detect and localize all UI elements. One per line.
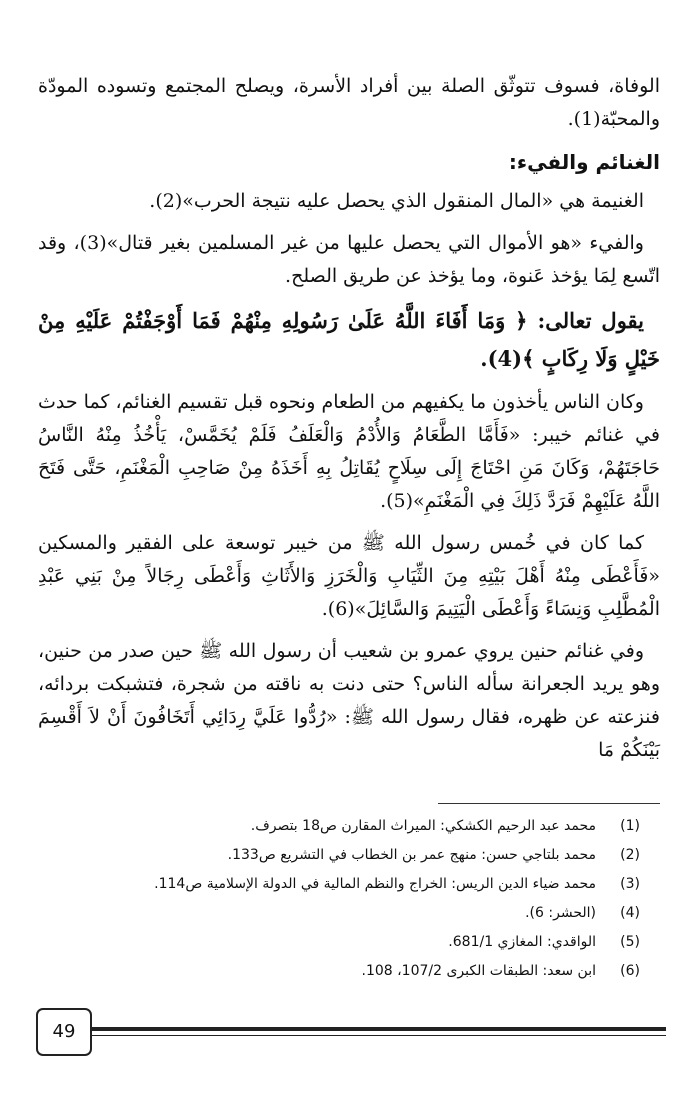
footnote-item bbox=[40, 899, 640, 928]
footnote-number: (3) bbox=[620, 876, 640, 892]
footnotes bbox=[40, 812, 640, 986]
footnote-text: محمد ضياء الدين الريس: الخراج والنظم المالية في الدولة الإسلامية ص114. bbox=[154, 876, 596, 892]
page-body bbox=[38, 70, 660, 776]
footnote-number: (6) bbox=[620, 963, 640, 979]
footnote-item bbox=[40, 870, 640, 899]
footnote-separator bbox=[438, 803, 660, 804]
footnote-item bbox=[40, 928, 640, 957]
page-number: 49 bbox=[36, 1008, 92, 1056]
footnote-item bbox=[40, 841, 640, 870]
footnote-number: (5) bbox=[620, 934, 640, 950]
footnote-text: محمد عبد الرحيم الكشكي: الميراث المقارن ص18 بتصرف. bbox=[250, 818, 596, 834]
footnote-number: (2) bbox=[620, 847, 640, 863]
page-footer bbox=[28, 1004, 668, 1062]
footnote-text: (الحشر: 6). bbox=[525, 905, 596, 921]
footer-rule-thin bbox=[90, 1035, 666, 1036]
footnote-number: (1) bbox=[620, 818, 640, 834]
paragraph-khumus: كما كان في خُمس رسول الله ﷺ من خيبر توسعة على الفقير والمسكين «فَأَعْطَى مِنْهُ أَهْلَ بَيْتِهِ مِنَ الثِّيَابِ وَالْخَرَزِ وَالأَثَاثِ وَأَعْطَى رِجَالاً مِنْ بَنِي عَبْدِ الْمُطَّلِبِ وَنِسَاءً وَأَعْطَى الْيَتِيمَ وَالسَّائِلَ»(6). bbox=[38, 532, 660, 620]
paragraph-ghanima-definition: الغنيمة هي «المال المنقول الذي يحصل عليه نتيجة الحرب»(2). bbox=[149, 190, 644, 212]
footnote-item bbox=[40, 957, 640, 986]
paragraph-quran-verse bbox=[38, 302, 660, 378]
footnote-text: محمد بلتاجي حسن: منهج عمر بن الخطاب في التشريع ص133. bbox=[227, 847, 596, 863]
paragraph-intro: الوفاة، فسوف تتوثّق الصلة بين أفراد الأسرة، ويصلح المجتمع وتسوده المودّة والمحبّة(1). bbox=[38, 75, 660, 130]
section-heading: الغنائم والفيء: bbox=[508, 150, 660, 174]
quran-verse: ﴿ وَمَا أَفَاءَ اللَّهُ عَلَىٰ رَسُولِهِ مِنْهُمْ فَمَا أَوْجَفْتُمْ عَلَيْهِ مِنْ خَيْلٍ وَلَا رِكَابٍ ﴾(4). bbox=[38, 308, 660, 371]
footer-rule-thick bbox=[90, 1027, 666, 1031]
paragraph-fay-definition: والفيء «هو الأموال التي يحصل عليها من غير المسلمين بغير قتال»(3)، وقد اتّسع لِمَا يؤخذ عَنوة، وما يؤخذ عن طريق الصلح. bbox=[38, 232, 660, 287]
footnote-item bbox=[40, 812, 640, 841]
paragraph-hunayn-spoils: وفي غنائم حنين يروي عمرو بن شعيب أن رسول الله ﷺ حين صدر من حنين، وهو يريد الجعرانة سأله الناس؟ حتى دنت به ناقته من شجرة، فتشبكت بردائه، فنزعته عن ظهره، فقال رسول الله ﷺ: «رُدُّوا عَلَيَّ رِدَائِي أَتَخَافُونَ أَنْ لاَ أَقْسِمَ بَيْنَكُمْ مَا bbox=[38, 640, 660, 761]
verse-intro: يقول تعالى: bbox=[537, 308, 645, 333]
paragraph-khaybar-spoils: وكان الناس يأخذون ما يكفيهم من الطعام ونحوه قبل تقسيم الغنائم، كما حدث في غنائم خيبر: «فَأَمَّا الطَّعَامُ وَالأُدْمُ وَالْعَلَفُ فَلَمْ يُخَمَّسْ، يَأْخُذُ مِنْهُ النَّاسُ حَاجَتَهُمْ، وَكَانَ مَنِ احْتَاجَ إِلَى سِلَاحٍ يُقَاتِلُ بِهِ أَخَذَهُ مِنْ صَاحِبِ الْمَغْنَمِ، حَتَّى فَتَحَ اللَّهُ عَلَيْهِمْ فَرَدَّ ذَلِكَ فِي الْمَغْنَمِ»(5). bbox=[38, 391, 660, 512]
footnote-number: (4) bbox=[620, 905, 640, 921]
footnote-text: الواقدي: المغازي 681/1. bbox=[448, 934, 596, 950]
footnote-text: ابن سعد: الطبقات الكبرى 107/2، 108. bbox=[361, 963, 596, 979]
